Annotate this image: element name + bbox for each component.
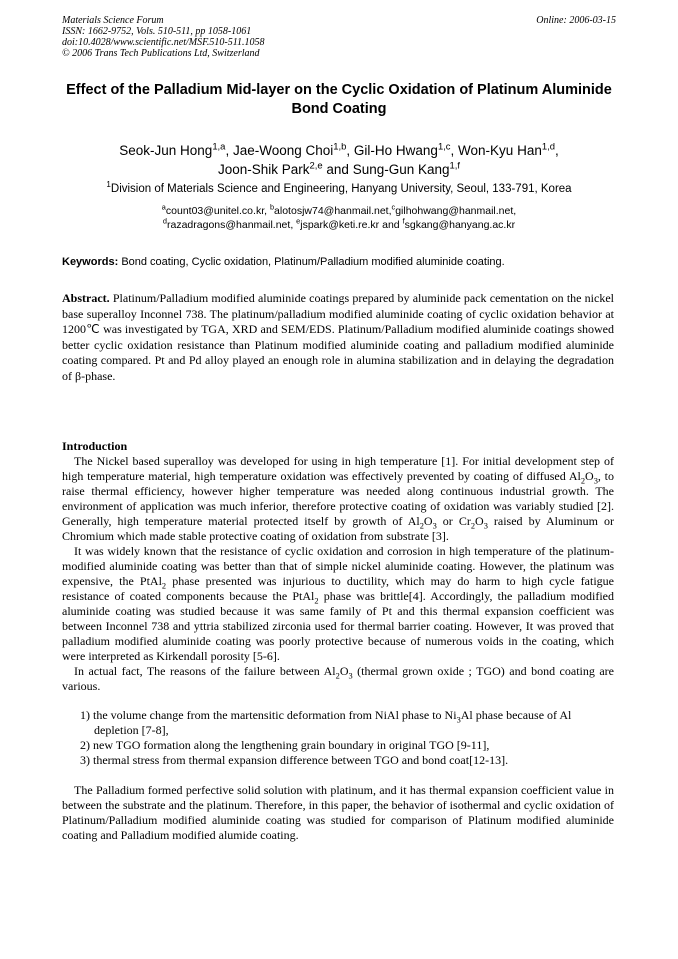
text-run: Al phase because of Al depletion [7-8], (94, 708, 572, 737)
email-c: gilhohwang@hanmail.net, (395, 205, 517, 217)
email-list (62, 204, 616, 232)
journal-name: Materials Science Forum (62, 15, 164, 26)
author-name: Gil-Ho Hwang (353, 143, 438, 158)
author-separator: , (554, 143, 559, 158)
text-run: phase was brittle[4]. Accordingly, the palladium modified aluminide coating was studied because it was same family of Pt and this thermal expansion coefficient was between Inconnel 738 and yttria stabilized zirconia used for thermal barrier coating. However, It was proved that palladium modified aluminide coating was poorly protective because of numerous voids in the coating, which were interpreted as Kirkendall porosity [5-6]. (62, 589, 615, 663)
keywords-text: Bond coating, Cyclic oxidation, Platinum/Palladium modified aluminide coating. (121, 256, 505, 268)
author-list (62, 141, 616, 179)
author-sup: 1,b (333, 141, 347, 153)
email-f: sgkang@hanyang.ac.kr (404, 219, 516, 231)
subscript: 2 (419, 521, 424, 531)
author-separator: and (322, 162, 353, 177)
email-a: count03@unitel.co.kr, (165, 205, 268, 217)
subscript: 2 (314, 596, 319, 606)
text-run: phase presented was injurious to ductility, which may do harm to high cycle fatigue resistance of coated components because the PtAl (62, 574, 614, 603)
text-run: O (475, 514, 484, 528)
intro-paragraph-2 (62, 544, 614, 664)
journal-copyright: © 2006 Trans Tech Publications Ltd, Switzerland (62, 48, 260, 59)
author-name: Won-Kyu Han (458, 143, 542, 158)
affiliation (62, 182, 616, 196)
text-run: It was widely known that the resistance of cyclic oxidation and corrosion in high temperature of the platinum-modified aluminide coating was better than that of simple nickel aluminide coating. However, the platinum was expensive, the PtAl (62, 544, 614, 588)
journal-meta (62, 15, 265, 59)
introduction-body (62, 454, 614, 843)
abstract-label: Abstract. (62, 291, 110, 305)
email-sup: c (391, 202, 396, 212)
text-run: , to raise thermal efficiency, however higher temperature was needed along continuous industrial growth. The environment of application was much inferior, therefore protective coating of oxidation was variably studied [2]. Generally, high temperature material protected itself by growth of Al (62, 469, 615, 528)
list-item: 2) new TGO formation along the lengthening grain boundary in original TGO [9-11], (80, 738, 490, 752)
text-run: The Nickel based superalloy was developed for using in high temperature [1]. For initial development step of high temperature material, high temperature oxidation was effectively prevented by coating of diffused Al (62, 454, 614, 483)
abstract-text: Platinum/Palladium modified aluminide coatings prepared by aluminide pack cementation on the nickel base superalloy Inconnel 738. The platinum/palladium modified aluminide coating of cyclic oxidation behavior at 1200℃ was investigated by TGA, XRD and SEM/EDS. Platinum/Palladium modified aluminide coatings showed better cyclic oxidation resistance than Platinum modified aluminide coating and palladium modified aluminide coating compared. Pt and Pd alloy played an enough role in alumina stabilization and in delaying the degradation of β-phase. (62, 291, 615, 383)
email-sup: f (402, 216, 405, 226)
list-item (62, 708, 614, 738)
list-item: 3) thermal stress from thermal expansion difference between TGO and bond coat[12-13]. (80, 753, 509, 767)
author-separator: , (225, 143, 233, 158)
subscript: 2 (580, 476, 586, 486)
subscript: 3 (432, 521, 437, 531)
subscript: 2 (161, 581, 167, 591)
email-sup: d (162, 216, 167, 226)
email-d: razadragons@hanmail.net, (167, 219, 294, 231)
text-run: O (585, 469, 594, 483)
subscript: 2 (470, 521, 476, 531)
email-b: alotosjw74@hanmail.net, (274, 205, 392, 217)
failure-reasons-list (62, 708, 614, 768)
text-run: 1) the volume change from the martensitic deformation from NiAl phase to Ni (80, 708, 457, 722)
author-sup: 1,f (449, 160, 461, 172)
paper-title: Effect of the Palladium Mid-layer on the Cyclic Oxidation of Platinum Aluminide Bond Coating (66, 82, 612, 117)
affiliation-text: Division of Materials Science and Engineering, Hanyang University, Seoul, 133-791, Korea (110, 183, 572, 195)
text-run: raised by Aluminum or Chromium which made stable protective coating of oxidation from substrate [3]. (62, 514, 614, 543)
email-sup: a (161, 202, 166, 212)
journal-issn: ISSN: 1662-9752, Vols. 510-511, pp 1058-1061 (62, 26, 252, 37)
author-name: Joon-Shik Park (217, 162, 310, 177)
text-run: O (339, 664, 349, 678)
introduction-heading: Introduction (62, 439, 128, 453)
author-sup: 1,a (212, 141, 226, 153)
text-run: In actual fact, The reasons of the failure between Al (74, 664, 336, 678)
author-name: Seok-Jun Hong (119, 143, 213, 158)
author-sup: 1,c (437, 141, 451, 153)
online-date: Online: 2006-03-15 (536, 15, 616, 26)
email-and: and (382, 219, 400, 231)
text-run: (thermal grown oxide ; TGO) and bond coating are various. (62, 664, 614, 693)
email-e: jspark@keti.re.kr (300, 219, 380, 231)
subscript: 3 (483, 521, 488, 531)
author-name: Jae-Woong Choi (232, 143, 334, 158)
author-separator: , (346, 143, 354, 158)
subscript: 3 (456, 715, 461, 725)
affiliation-sup: 1 (106, 180, 111, 190)
email-sup: e (296, 216, 301, 226)
author-sup: 1,d (541, 141, 555, 153)
keywords-label: Keywords: (62, 256, 119, 268)
subscript: 3 (348, 671, 353, 681)
text-run: or Cr (436, 514, 471, 528)
keywords (62, 255, 616, 269)
author-sup: 2,e (309, 160, 323, 172)
author-separator: , (450, 143, 459, 158)
intro-paragraph-3 (62, 664, 614, 694)
author-name: Sung-Gun Kang (352, 162, 450, 177)
journal-doi: doi:10.4028/www.scientific.net/MSF.510-511.1058 (62, 37, 265, 48)
intro-paragraph-1 (62, 454, 614, 544)
email-sup: b (269, 202, 275, 212)
abstract (62, 291, 614, 384)
intro-paragraph-4: The Palladium formed perfective solid solution with platinum, and it has thermal expansion coefficient value in between the substrate and the platinum. Therefore, in this paper, the behavior of isothermal and cyclic oxidation of Platinum/Palladium modified aluminide coating was studied for comparison of Platinum modified aluminide coating and Palladium modified alumide coating. (62, 783, 614, 842)
subscript: 2 (335, 671, 340, 681)
text-run: O (423, 514, 433, 528)
subscript: 3 (593, 476, 598, 486)
